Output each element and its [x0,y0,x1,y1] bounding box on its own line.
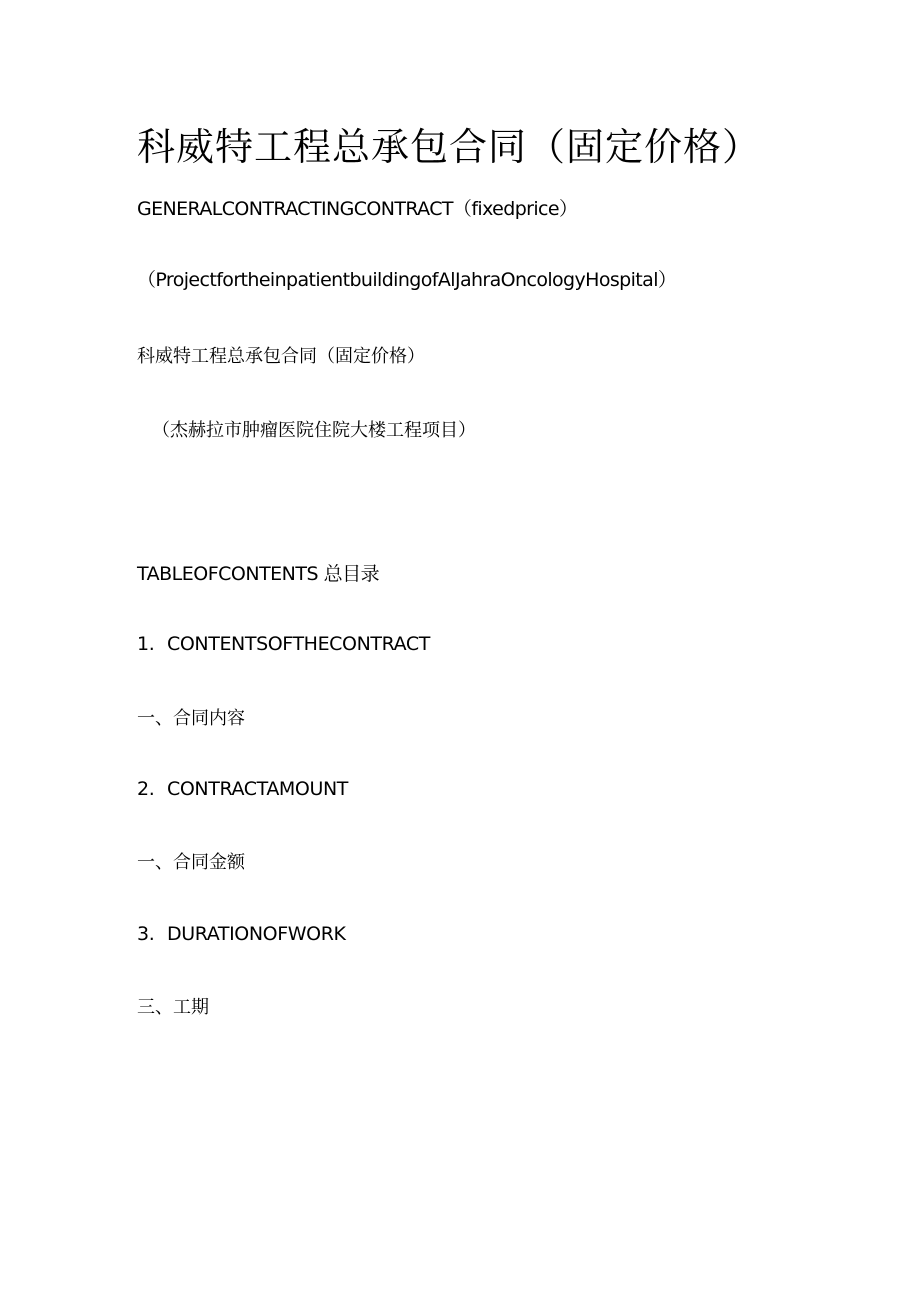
toc-item-3-en [137,925,346,944]
toc-item-number: 2. [137,778,155,800]
toc-item-2-cn: 一、合同金额 [137,852,245,873]
toc-item-1-en [137,635,430,654]
toc-item-label-en: DURATIONOFWORK [167,923,346,945]
toc-item-label-en: CONTENTSOFTHECONTRACT [167,633,430,655]
document-title-en: GENERALCONTRACTINGCONTRACT（fixedprice） [137,198,578,220]
toc-item-label-en: CONTRACTAMOUNT [167,778,349,800]
document-subtitle-cn: 科威特工程总承包合同（固定价格） [137,346,425,367]
toc-item-3-cn: 三、工期 [137,997,209,1018]
document-title-cn: 科威特工程总承包合同（固定价格） [137,125,762,169]
project-name-en: （ProjectfortheinpatientbuildingofAlJahraOncologyHospital） [137,269,677,291]
toc-item-number: 1. [137,633,155,655]
toc-item-number: 3. [137,923,155,945]
toc-item-1-cn: 一、合同内容 [137,708,245,729]
project-name-cn: （杰赫拉市肿瘤医院住院大楼工程项目） [152,420,476,441]
toc-heading: TABLEOFCONTENTS 总目录 [137,563,380,585]
toc-item-2-en [137,780,348,799]
